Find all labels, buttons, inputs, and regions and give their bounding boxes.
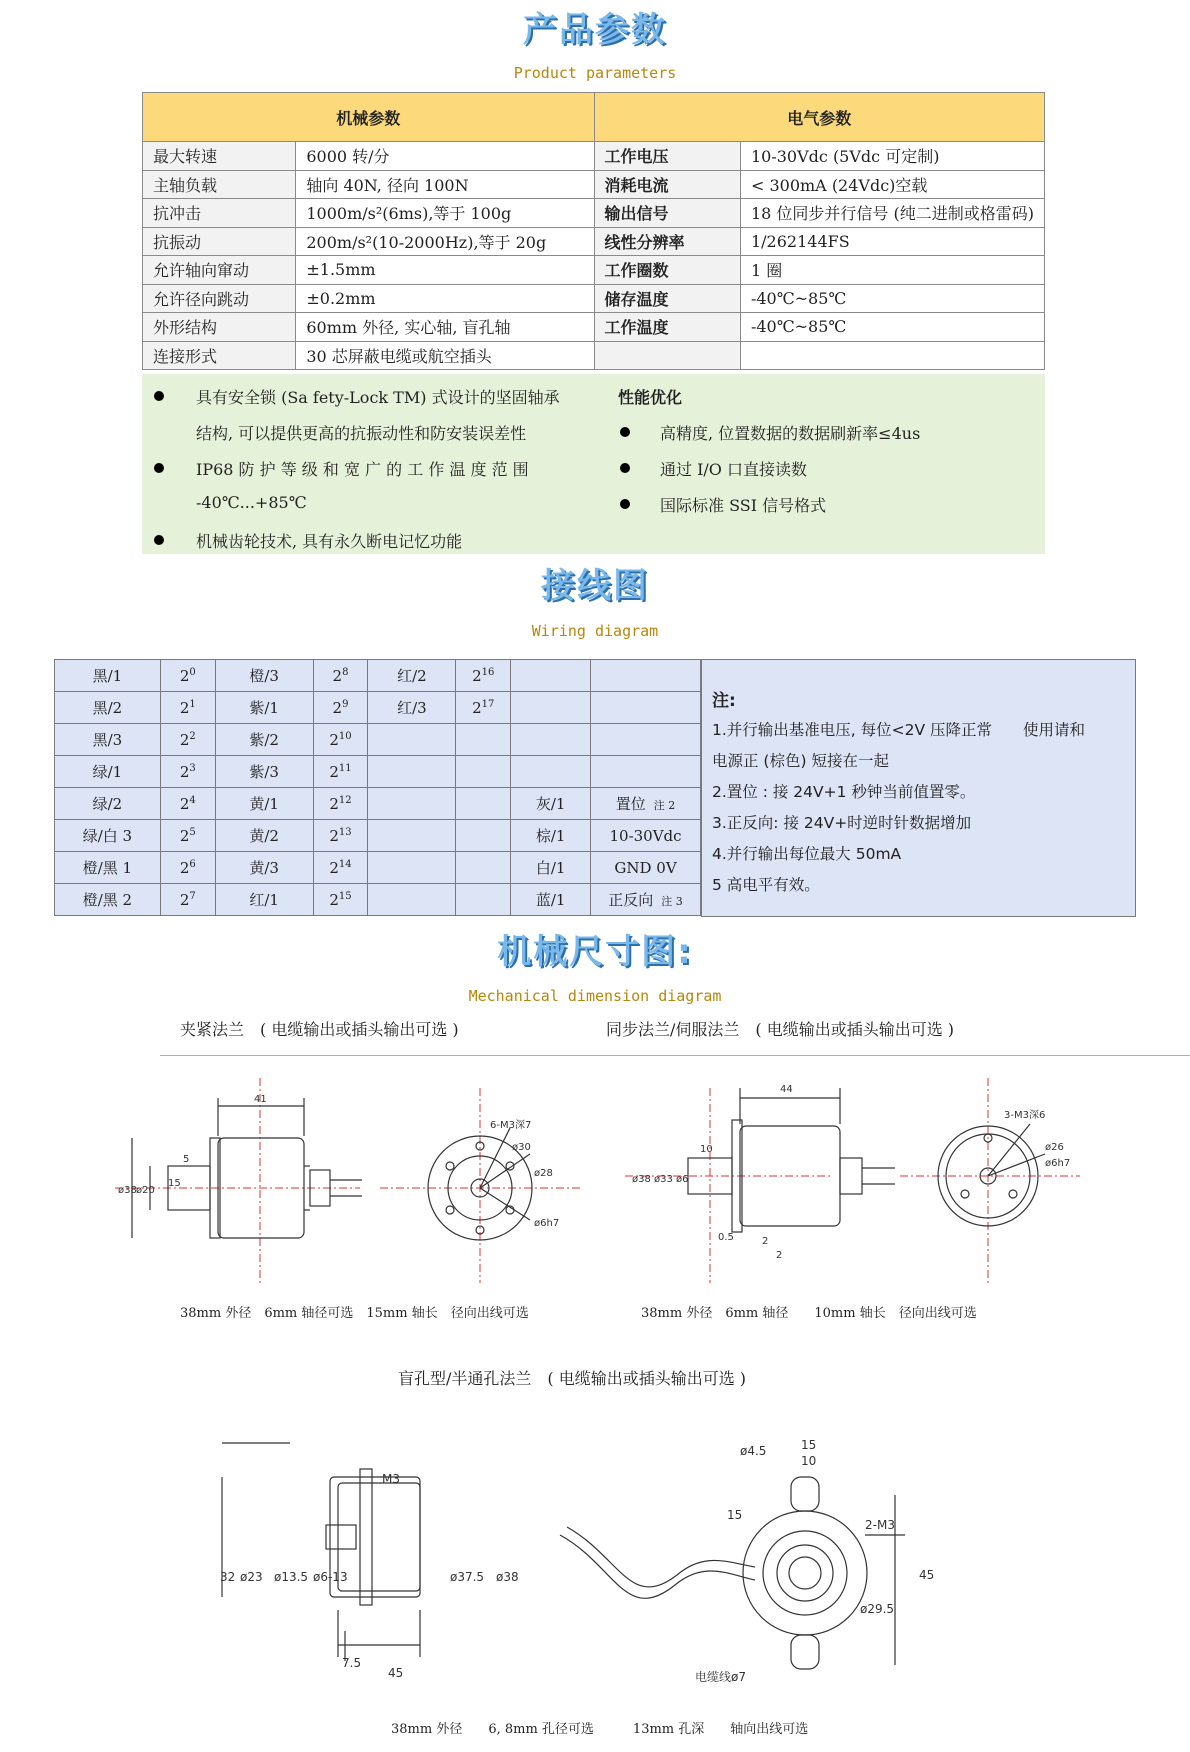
wire-color-cell: 橙/黑 2 xyxy=(55,884,161,916)
elec-param-key: 消耗电流 xyxy=(594,170,740,199)
param-row xyxy=(143,341,1045,370)
dim-label: ø20 xyxy=(136,1185,155,1196)
bit-exponent: 6 xyxy=(189,858,196,870)
dim-label: 15 xyxy=(727,1508,743,1522)
param-row xyxy=(143,170,1045,199)
feature-text: -40℃...+85℃ xyxy=(196,493,307,512)
elec-param-value: 1/262144FS xyxy=(740,227,1044,256)
bit-base: 2 xyxy=(329,794,339,813)
wire-function-label: 正反向 xyxy=(608,891,654,909)
bit-weight-cell xyxy=(160,884,215,916)
bit-exponent: 7 xyxy=(189,890,196,902)
bit-base: 2 xyxy=(179,666,190,685)
bit-exponent: 10 xyxy=(338,730,352,742)
dim-label: ø6h7 xyxy=(534,1218,560,1229)
dim-label: ø38 xyxy=(496,1570,519,1584)
bit-base: 2 xyxy=(179,762,190,781)
wire-function-cell xyxy=(591,692,701,724)
feature-text: 具有安全锁 (Sa fety-Lock TM) 式设计的坚固轴承 xyxy=(196,388,560,407)
bit-weight-cell xyxy=(456,820,511,852)
dim-label: 7.5 xyxy=(342,1656,362,1670)
dim-label: 45 xyxy=(919,1568,935,1582)
dim-label: ø6 xyxy=(676,1174,689,1185)
wire-color-cell xyxy=(368,852,456,884)
bit-weight-cell xyxy=(160,660,215,692)
bit-base: 2 xyxy=(329,826,339,845)
bit-base: 2 xyxy=(329,890,339,909)
wire-color-cell: 棕/1 xyxy=(511,820,591,852)
wire-color-cell xyxy=(368,884,456,916)
wire-color-cell: 黑/1 xyxy=(55,660,161,692)
bit-weight-cell xyxy=(160,724,215,756)
blind-hole-caption: 38mm 外径 6, 8mm 孔径可选 13mm 孔深 轴向出线可选 xyxy=(391,1722,809,1737)
bit-weight-cell xyxy=(160,852,215,884)
electrical-params-header: 电气参数 xyxy=(594,93,1044,142)
wire-function-cell xyxy=(591,852,701,884)
param-row xyxy=(143,284,1045,313)
bit-weight-cell xyxy=(313,820,368,852)
bit-exponent: 17 xyxy=(481,698,495,710)
blind-hole-side-drawing xyxy=(210,1435,550,1695)
clamp-flange-caption: 38mm 外径 6mm 轴径可选 15mm 轴长 径向出线可选 xyxy=(180,1306,529,1321)
bit-exponent: 1 xyxy=(189,698,196,710)
feature-text: 国际标准 SSI 信号格式 xyxy=(660,496,827,515)
wire-function-cell xyxy=(591,660,701,692)
wiring-row xyxy=(55,756,701,788)
mech-param-key: 主轴负载 xyxy=(143,170,296,199)
bit-base: 2 xyxy=(179,858,190,877)
bit-exponent: 12 xyxy=(338,794,352,806)
param-row xyxy=(143,142,1045,171)
blind-hole-title: 盲孔型/半通孔法兰 ( 电缆输出或插头输出可选 ) xyxy=(398,1369,747,1388)
elec-param-key: 工作电压 xyxy=(594,142,740,171)
bit-weight-cell xyxy=(456,660,511,692)
wire-function-label: 10-30Vdc xyxy=(609,826,682,845)
param-row xyxy=(143,227,1045,256)
mech-param-key: 最大转速 xyxy=(143,142,296,171)
wire-color-cell xyxy=(368,820,456,852)
bit-weight-cell xyxy=(160,692,215,724)
note-line: 2.置位 : 接 24V+1 秒钟当前值置零。 xyxy=(712,783,976,801)
clamp-flange-title: 夹紧法兰 ( 电缆输出或插头输出可选 ) xyxy=(180,1020,459,1039)
wiring-notes xyxy=(701,659,1136,917)
dim-label: ø26 xyxy=(1045,1142,1064,1153)
bit-base: 2 xyxy=(472,666,482,685)
bullet-icon xyxy=(154,535,164,545)
note-line: 4.并行输出每位最大 50mA xyxy=(712,845,902,863)
divider xyxy=(160,1055,1190,1056)
dim-label: 32 xyxy=(220,1570,236,1584)
wiring-row xyxy=(55,852,701,884)
wire-function-cell xyxy=(591,788,701,820)
dim-label: 2 xyxy=(762,1236,769,1247)
note-line: 3.正反向: 接 24V+时逆时针数据增加 xyxy=(712,814,972,832)
wire-function-label: GND 0V xyxy=(614,858,677,877)
bit-weight-cell xyxy=(456,852,511,884)
dim-label: ø6h7 xyxy=(1045,1158,1071,1169)
bit-base: 2 xyxy=(329,730,339,749)
bit-exponent: 13 xyxy=(338,826,352,838)
bit-exponent: 4 xyxy=(189,794,196,806)
wiring-row xyxy=(55,788,701,820)
param-row xyxy=(143,313,1045,342)
sync-flange-drawing xyxy=(620,1058,1090,1288)
dim-label: 5 xyxy=(183,1154,190,1165)
sync-flange-title: 同步法兰/伺服法兰 ( 电缆输出或插头输出可选 ) xyxy=(606,1020,955,1039)
bit-weight-cell xyxy=(313,724,368,756)
bit-weight-cell xyxy=(313,884,368,916)
dim-label: 2-M3 xyxy=(865,1518,895,1532)
mech-param-key: 允许径向跳动 xyxy=(143,284,296,313)
product-subtitle: Product parameters xyxy=(513,64,677,82)
dim-label: 6-M3深7 xyxy=(490,1120,532,1131)
wiring-row xyxy=(55,724,701,756)
bit-exponent: 2 xyxy=(189,730,196,742)
bit-base: 2 xyxy=(179,698,190,717)
wiring-subtitle: Wiring diagram xyxy=(531,622,659,640)
bit-weight-cell xyxy=(313,756,368,788)
wire-function-label: 置位 xyxy=(615,795,646,813)
bullet-icon xyxy=(154,391,164,401)
dim-label: 电缆线ø7 xyxy=(695,1670,746,1684)
dim-label: 15 xyxy=(801,1438,817,1452)
bit-base: 2 xyxy=(472,698,482,717)
bit-base: 2 xyxy=(332,698,343,717)
elec-param-key: 输出信号 xyxy=(594,199,740,228)
dim-label: 44 xyxy=(780,1084,793,1095)
mech-param-value: ±1.5mm xyxy=(296,256,594,285)
dim-label: M3 xyxy=(382,1472,400,1486)
dim-label: 10 xyxy=(700,1144,713,1155)
wire-color-cell xyxy=(368,788,456,820)
bit-weight-cell xyxy=(160,788,215,820)
mech-param-key: 外形结构 xyxy=(143,313,296,342)
wire-color-cell: 红/3 xyxy=(368,692,456,724)
mech-param-value: 1000m/s²(6ms),等于 100g xyxy=(296,199,594,228)
wire-color-cell: 黄/1 xyxy=(215,788,313,820)
bullet-icon xyxy=(620,427,630,437)
bit-base: 2 xyxy=(179,794,190,813)
mech-param-value: ±0.2mm xyxy=(296,284,594,313)
wire-color-cell: 灰/1 xyxy=(511,788,591,820)
wire-color-cell: 绿/1 xyxy=(55,756,161,788)
elec-param-key: 线性分辨率 xyxy=(594,227,740,256)
dim-label: 2 xyxy=(776,1250,783,1261)
blind-hole-front-drawing xyxy=(555,1435,955,1695)
mech-param-value: 60mm 外径, 实心轴, 盲孔轴 xyxy=(296,313,594,342)
wire-color-cell: 红/1 xyxy=(215,884,313,916)
elec-param-value: -40℃~85℃ xyxy=(740,313,1044,342)
wiring-row xyxy=(55,884,701,916)
dim-label: ø28 xyxy=(534,1168,553,1179)
wire-function-cell xyxy=(591,756,701,788)
wire-color-cell: 蓝/1 xyxy=(511,884,591,916)
bit-weight-cell xyxy=(313,788,368,820)
elec-param-key: 工作圈数 xyxy=(594,256,740,285)
bit-base: 2 xyxy=(179,730,190,749)
elec-param-value: -40℃~85℃ xyxy=(740,284,1044,313)
product-title: 产品参数 xyxy=(523,10,667,50)
mech-param-key: 抗振动 xyxy=(143,227,296,256)
bit-weight-cell xyxy=(313,852,368,884)
bit-weight-cell xyxy=(313,660,368,692)
mech-param-value: 轴向 40N, 径向 100N xyxy=(296,170,594,199)
mech-param-key: 连接形式 xyxy=(143,341,296,370)
dim-label: ø6-13 xyxy=(313,1570,348,1584)
bit-exponent: 9 xyxy=(342,698,349,710)
dim-label: 45 xyxy=(388,1666,404,1680)
notes-title: 注: xyxy=(712,691,736,711)
wiring-row xyxy=(55,660,701,692)
wire-color-cell: 橙/3 xyxy=(215,660,313,692)
feature-text: 高精度, 位置数据的数据刷新率≤4us xyxy=(660,424,921,443)
features-panel xyxy=(142,374,1045,554)
wiring-title: 接线图 xyxy=(541,566,649,606)
bit-weight-cell xyxy=(456,692,511,724)
footnote-ref: 注 2 xyxy=(653,799,676,812)
wire-color-cell: 紫/3 xyxy=(215,756,313,788)
bit-exponent: 15 xyxy=(338,890,352,902)
bit-weight-cell xyxy=(456,884,511,916)
dim-label: ø38 xyxy=(118,1185,137,1196)
wire-color-cell: 白/1 xyxy=(511,852,591,884)
dim-label: ø29.5 xyxy=(860,1602,895,1616)
elec-param-key: 工作温度 xyxy=(594,313,740,342)
bit-base: 2 xyxy=(179,890,190,909)
elec-param-key xyxy=(594,341,740,370)
wire-function-cell xyxy=(591,820,701,852)
elec-param-value: 1 圈 xyxy=(740,256,1044,285)
bit-exponent: 3 xyxy=(189,762,196,774)
bit-exponent: 5 xyxy=(189,826,196,838)
bit-exponent: 8 xyxy=(342,666,349,678)
bullet-icon xyxy=(620,463,630,473)
feature-text: 机械齿轮技术, 具有永久断电记忆功能 xyxy=(196,532,463,551)
mech-param-value: 6000 转/分 xyxy=(296,142,594,171)
wiring-table xyxy=(54,659,701,916)
bullet-icon xyxy=(620,499,630,509)
elec-param-value: 10-30Vdc (5Vdc 可定制) xyxy=(740,142,1044,171)
feature-text: 结构, 可以提供更高的抗振动性和防安装误差性 xyxy=(196,424,527,443)
bit-base: 2 xyxy=(329,762,339,781)
dim-label: 41 xyxy=(254,1094,267,1105)
note-line: 电源正 (棕色) 短接在一起 xyxy=(712,752,889,770)
wire-color-cell: 红/2 xyxy=(368,660,456,692)
dim-label: ø33 xyxy=(654,1174,673,1185)
dim-label: ø37.5 xyxy=(450,1570,485,1584)
wire-color-cell: 紫/2 xyxy=(215,724,313,756)
note-line: 5 高电平有效。 xyxy=(712,876,820,894)
mech-param-value: 30 芯屏蔽电缆或航空插头 xyxy=(296,341,594,370)
clamp-flange-drawing xyxy=(110,1058,580,1288)
wire-color-cell: 紫/1 xyxy=(215,692,313,724)
bit-exponent: 11 xyxy=(338,762,352,774)
dim-label: 10 xyxy=(801,1454,817,1468)
bit-exponent: 0 xyxy=(189,666,196,678)
mech-param-key: 允许轴向窜动 xyxy=(143,256,296,285)
dim-label: ø23 xyxy=(240,1570,263,1584)
wire-color-cell: 黑/2 xyxy=(55,692,161,724)
wire-color-cell: 绿/2 xyxy=(55,788,161,820)
wire-color-cell xyxy=(511,724,591,756)
param-row xyxy=(143,199,1045,228)
wire-function-cell xyxy=(591,724,701,756)
mechanical-subtitle: Mechanical dimension diagram xyxy=(468,987,722,1005)
param-row xyxy=(143,256,1045,285)
bit-weight-cell xyxy=(456,756,511,788)
footnote-ref: 注 3 xyxy=(661,895,683,908)
wire-color-cell xyxy=(511,692,591,724)
wire-color-cell xyxy=(368,756,456,788)
sync-flange-caption: 38mm 外径 6mm 轴径 10mm 轴长 径向出线可选 xyxy=(641,1306,977,1321)
mechanical-title: 机械尺寸图: xyxy=(497,932,693,972)
wire-color-cell: 黄/2 xyxy=(215,820,313,852)
elec-param-value xyxy=(740,341,1044,370)
bullet-icon xyxy=(154,463,164,473)
mech-param-value: 200m/s²(10-2000Hz),等于 20g xyxy=(296,227,594,256)
dim-label: ø4.5 xyxy=(740,1444,767,1458)
dim-label: 15 xyxy=(168,1178,181,1189)
bit-base: 2 xyxy=(179,826,190,845)
dim-label: ø13.5 xyxy=(274,1570,309,1584)
feature-text: IP68 防 护 等 级 和 宽 广 的 工 作 温 度 范 围 xyxy=(196,460,529,479)
elec-param-key: 储存温度 xyxy=(594,284,740,313)
bit-exponent: 14 xyxy=(338,858,352,870)
wire-color-cell: 绿/白 3 xyxy=(55,820,161,852)
mechanical-params-header: 机械参数 xyxy=(143,93,595,142)
wire-color-cell: 橙/黑 1 xyxy=(55,852,161,884)
bit-weight-cell xyxy=(313,692,368,724)
wire-function-cell xyxy=(591,884,701,916)
elec-param-value: 18 位同步并行信号 (纯二进制或格雷码) xyxy=(740,199,1044,228)
wire-color-cell xyxy=(511,660,591,692)
wiring-row xyxy=(55,692,701,724)
bit-weight-cell xyxy=(456,724,511,756)
performance-title: 性能优化 xyxy=(618,388,683,407)
elec-param-value: < 300mA (24Vdc)空载 xyxy=(740,170,1044,199)
wire-color-cell: 黄/3 xyxy=(215,852,313,884)
note-line: 1.并行输出基准电压, 每位<2V 压降正常 使用请和 xyxy=(712,721,1086,739)
wire-color-cell xyxy=(368,724,456,756)
mech-param-key: 抗冲击 xyxy=(143,199,296,228)
bit-weight-cell xyxy=(160,756,215,788)
bit-weight-cell xyxy=(456,788,511,820)
bit-exponent: 16 xyxy=(481,666,495,678)
wire-color-cell xyxy=(511,756,591,788)
wire-color-cell: 黑/3 xyxy=(55,724,161,756)
dim-label: ø30 xyxy=(512,1142,531,1153)
dim-label: ø38 xyxy=(632,1174,651,1185)
bit-base: 2 xyxy=(332,666,343,685)
dim-label: 0.5 xyxy=(718,1232,734,1243)
parameters-table xyxy=(142,92,1045,370)
dim-label: 3-M3深6 xyxy=(1004,1110,1046,1121)
feature-text: 通过 I/O 口直接读数 xyxy=(660,460,808,479)
wiring-row xyxy=(55,820,701,852)
bit-weight-cell xyxy=(160,820,215,852)
bit-base: 2 xyxy=(329,858,339,877)
